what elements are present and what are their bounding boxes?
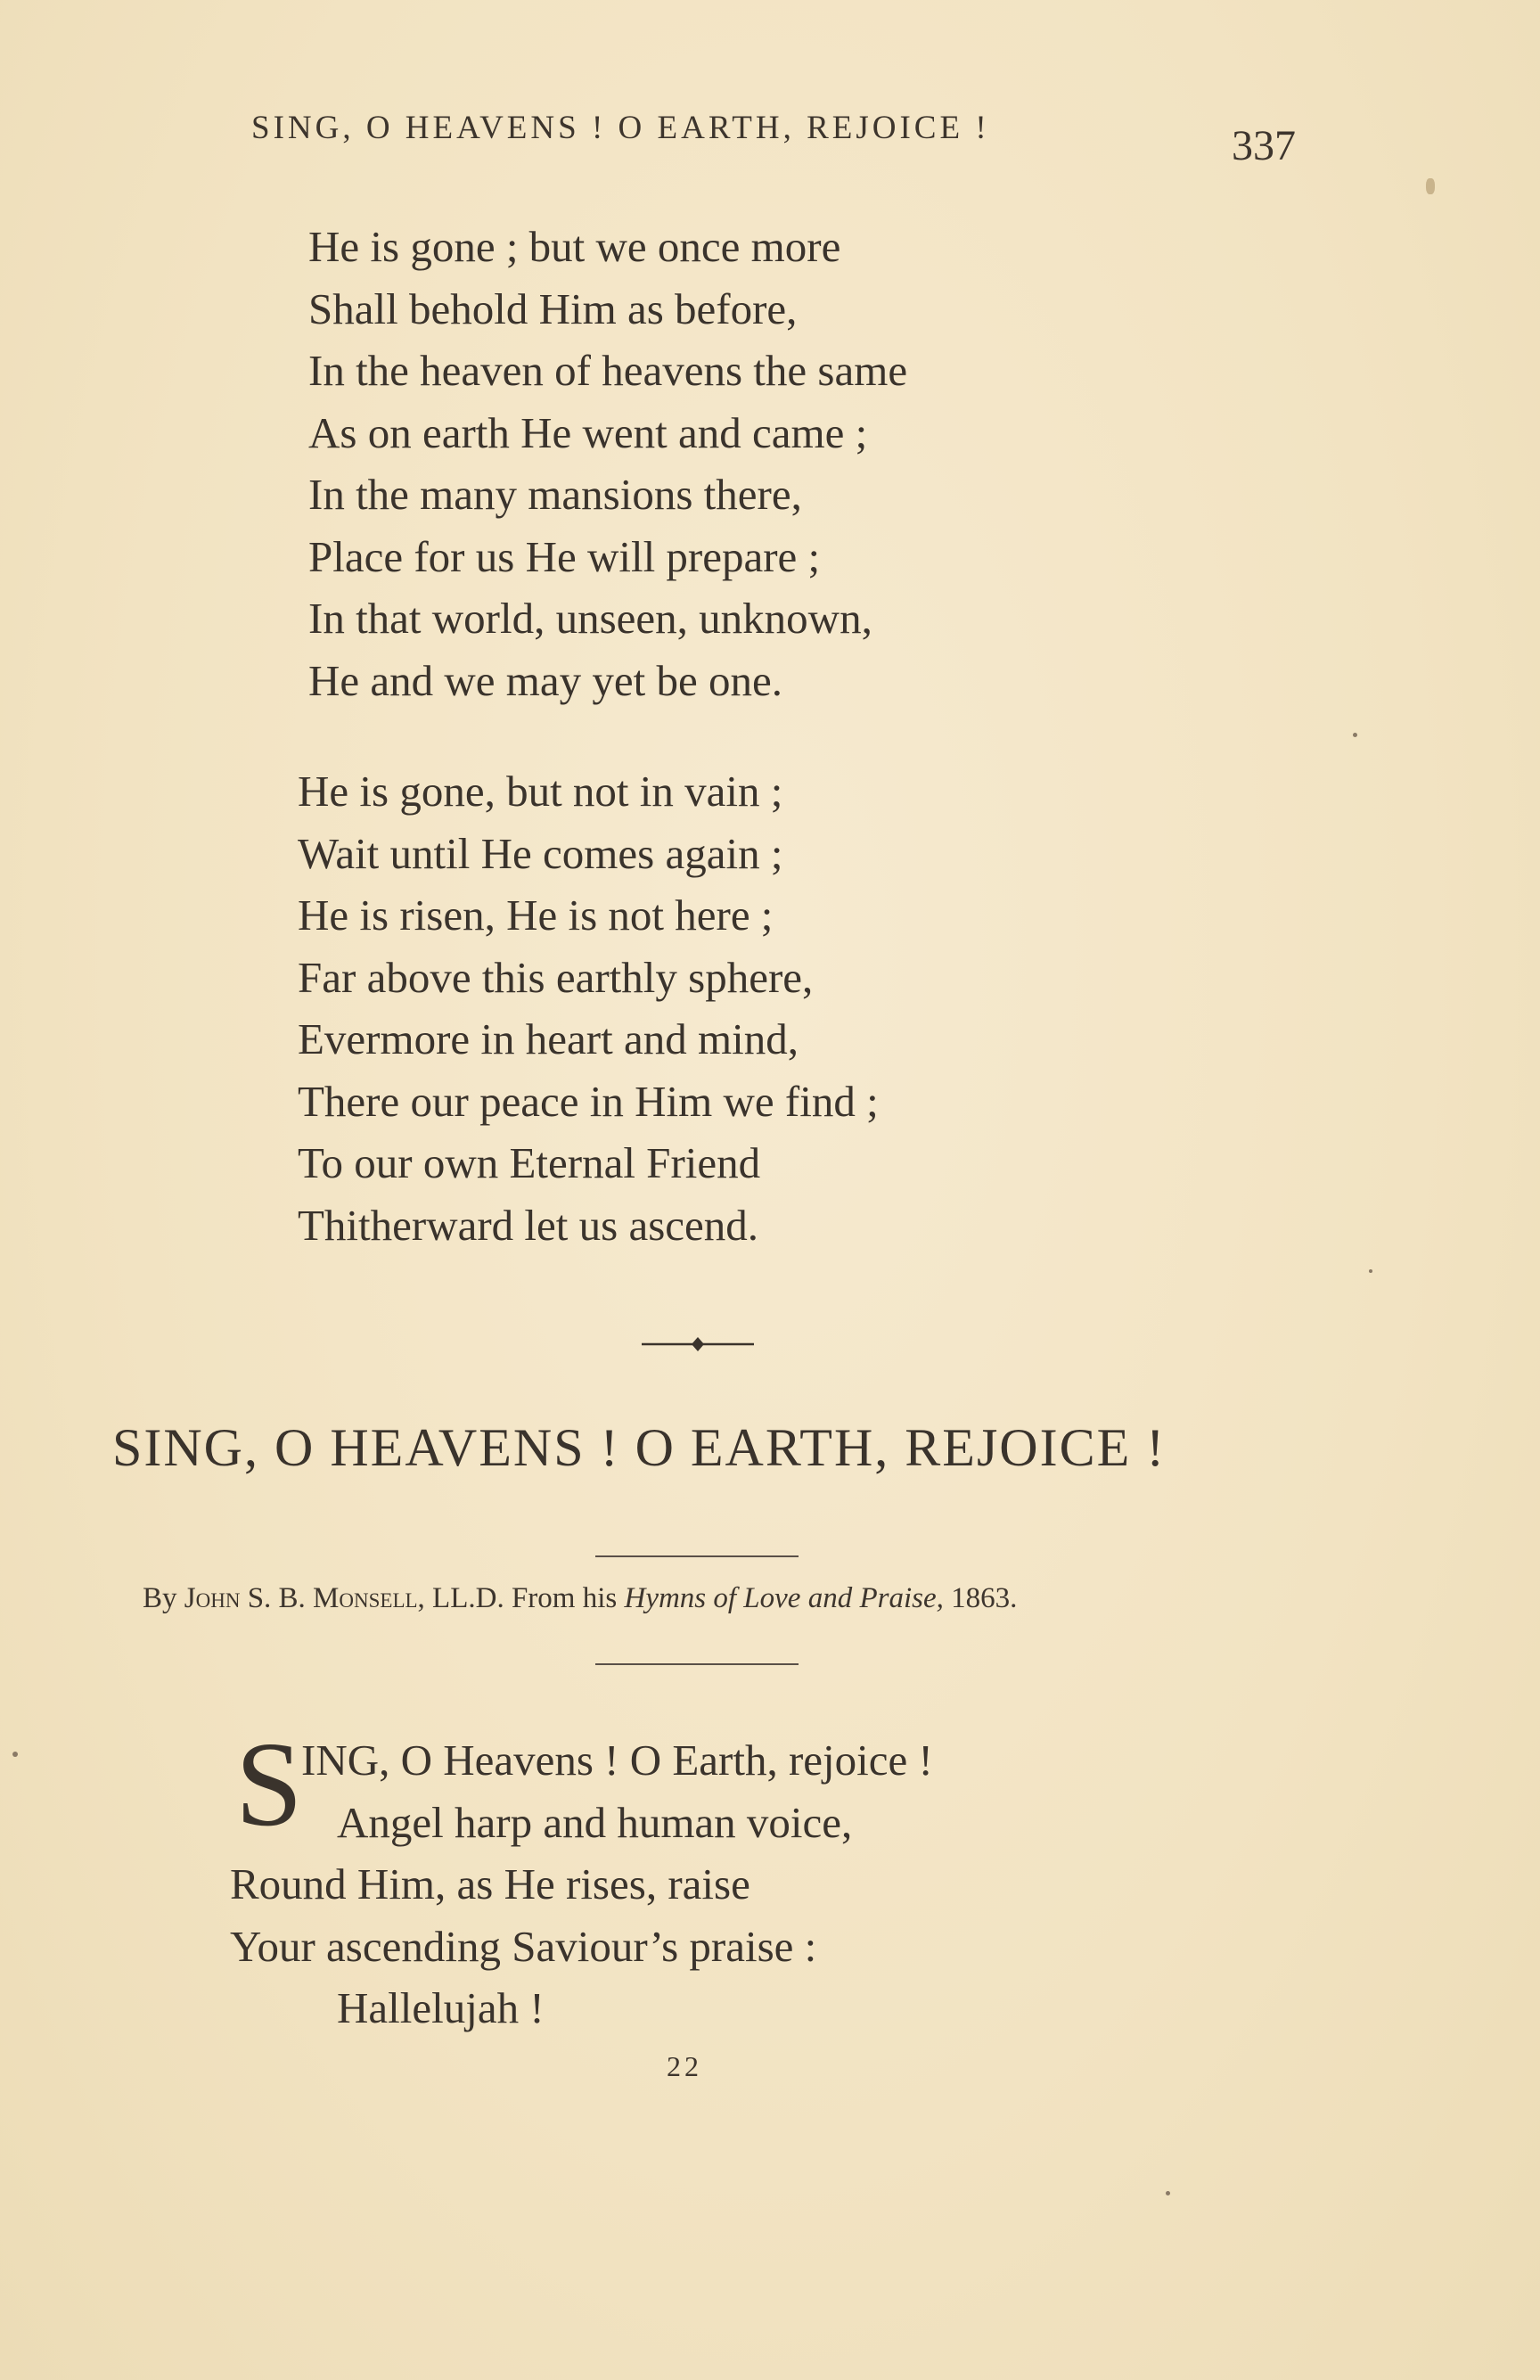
verse-line: He and we may yet be one.	[308, 655, 782, 705]
verse-line: Angel harp and human voice,	[337, 1797, 853, 1847]
attribution-work: Hymns of Love and Praise,	[624, 1582, 944, 1614]
page-number: 337	[1232, 122, 1296, 169]
running-head: SING, O HEAVENS ! O EARTH, REJOICE !	[251, 110, 990, 146]
verse-line: Far above this earthly sphere,	[298, 952, 814, 1002]
drop-cap: S	[235, 1718, 303, 1851]
title-rule-bottom	[595, 1663, 799, 1665]
verse-line: Shall behold Him as before,	[308, 283, 798, 333]
paper-speck	[1166, 2191, 1170, 2195]
verse-line: To our own Eternal Friend	[298, 1138, 761, 1187]
attribution-from: From his	[511, 1582, 618, 1614]
verse-line: In that world, unseen, unknown,	[308, 594, 872, 643]
hymn-title: SING, O HEAVENS ! O EARTH, REJOICE !	[112, 1418, 1167, 1477]
attribution-author: John S. B. Monsell, LL.D.	[184, 1582, 504, 1614]
verse-line: As on earth He went and came ;	[308, 407, 868, 457]
verse-line: He is gone ; but we once more	[308, 222, 841, 271]
verse-line: In the heaven of heavens the same	[308, 346, 908, 395]
attribution-by: By	[143, 1582, 177, 1614]
verse-line: He is gone, but not in vain ;	[298, 767, 783, 816]
verse-line: Hallelujah !	[337, 1983, 545, 2032]
paper-speck	[1353, 733, 1357, 737]
stanza-1	[308, 216, 907, 711]
verse-line: He is risen, He is not here ;	[298, 890, 774, 940]
attribution-year: 1863.	[951, 1582, 1018, 1614]
verse-line: Wait until He comes again ;	[298, 828, 783, 878]
verse-line: Your ascending Saviour’s praise :	[230, 1921, 817, 1971]
signature-mark: 22	[667, 2050, 702, 2082]
verse-line: Place for us He will prepare ;	[308, 531, 821, 581]
stanza-2	[298, 760, 879, 1256]
verse-line: Evermore in heart and mind,	[298, 1014, 799, 1063]
section-divider-ornament	[640, 1326, 756, 1362]
attribution	[143, 1582, 1017, 1615]
verse-line-first: ING, O Heavens ! O Earth, rejoice !	[301, 1736, 933, 1785]
verse-line: Thitherward let us ascend.	[298, 1200, 759, 1250]
paper-speck	[1369, 1269, 1372, 1273]
hymn-stanza-1	[230, 1718, 933, 2039]
paper-speck	[1426, 178, 1435, 194]
paper-speck	[12, 1752, 18, 1757]
verse-line: In the many mansions there,	[308, 470, 802, 519]
verse-line: Round Him, as He rises, raise	[230, 1859, 750, 1908]
title-rule-top	[595, 1555, 799, 1557]
verse-line: There our peace in Him we find ;	[298, 1076, 879, 1126]
